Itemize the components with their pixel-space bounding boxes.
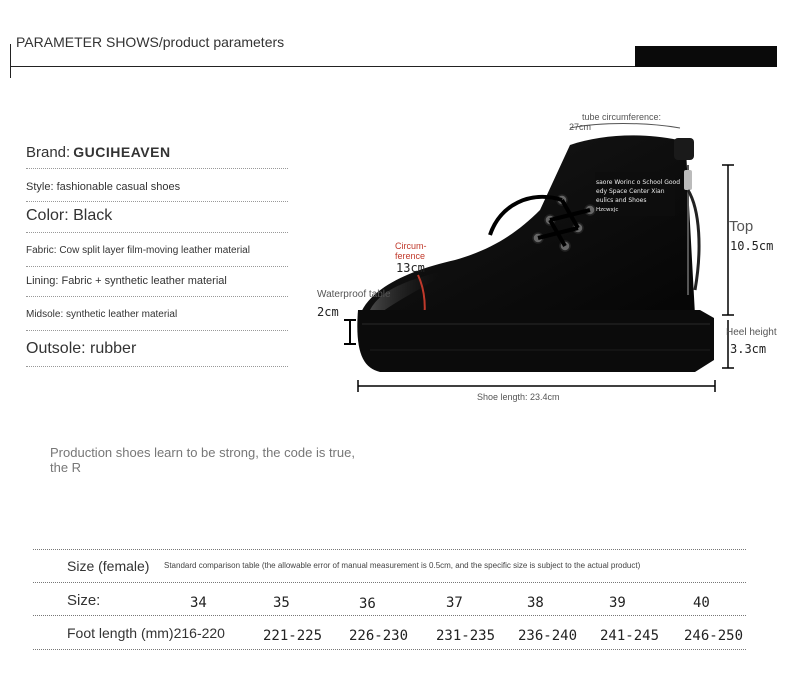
print-line-1: saore Worinc o School Good [596,179,681,186]
size-value: 40 [693,595,710,611]
size-value: 36 [359,596,376,612]
foot-length-value: 231-235 [436,628,496,644]
size-value: 39 [609,595,626,611]
foot-length-label: Foot length (mm)216-220 [67,625,225,641]
zipper-pull [684,170,692,190]
foot-length-value: 241-245 [600,628,660,644]
size-table-bottom-rule [33,649,746,650]
production-note: Production shoes learn to be strong, the code is true, the R [50,445,355,475]
waterproof-label: Waterproof table [317,289,391,300]
boot-sole [357,310,714,372]
style-text: Style: fashionable casual shoes [26,181,181,193]
param-midsole [26,308,288,330]
tube-value: 27cm [569,122,592,132]
param-outsole [26,340,288,368]
size-value: 35 [273,595,290,611]
top-value: 10.5cm [730,239,774,253]
lining-text: Lining: Fabric + synthetic leather material [26,275,227,287]
heel-pull-tab [674,138,694,160]
size-disclaimer: Standard comparison table (the allowable error of manual measurement is 0.5cm, and the specific size is subject to the actual product) [164,561,641,570]
circumference-label: Circum- ference [395,241,427,261]
tube-label: tube circumference: [582,112,662,122]
shoe-length: Shoe length: 23.4cm [477,392,560,402]
heel-label: Heel height [726,327,777,338]
heel-value: 3.3cm [730,342,767,356]
size-table-title: Size (female) [67,558,150,574]
param-color [26,207,288,233]
print-line-2: edy Space Center Xian [596,188,665,195]
print-line-3: eulics and Shoes [596,197,647,204]
size-table-rule-2 [33,582,746,583]
size-table-top-rule [33,549,746,550]
header-black-bar [635,46,777,67]
size-value: 38 [527,595,544,611]
header-tick [10,44,11,78]
brand-value: GUCIHEAVEN [73,144,171,160]
waterproof-value: 2cm [317,305,339,319]
param-brand [26,144,288,170]
size-value: 34 [190,595,207,611]
top-label: Top [729,218,754,235]
size-value: 37 [446,595,463,611]
size-table-rule-3 [33,615,746,616]
color-text: Color: Black [26,207,113,224]
foot-length-value: 226-230 [349,628,409,644]
size-row-label: Size: [67,592,101,609]
outsole-text: Outsole: rubber [26,340,137,357]
param-lining [26,275,288,297]
midsole-text: Midsole: synthetic leather material [26,309,178,320]
page-title: PARAMETER SHOWS/product parameters [16,34,285,50]
foot-length-value: 236-240 [518,628,578,644]
brand-label: Brand: [26,144,71,161]
circumference-value: 13cm [396,261,425,275]
fabric-text: Fabric: Cow split layer film-moving leather material [26,245,250,256]
print-line-4: Hzcwxjc [596,207,619,213]
boot-illustration [300,110,790,410]
param-style [26,181,288,203]
foot-length-value: 246-250 [684,628,744,644]
foot-length-value: 221-225 [263,628,323,644]
param-fabric [26,244,288,266]
